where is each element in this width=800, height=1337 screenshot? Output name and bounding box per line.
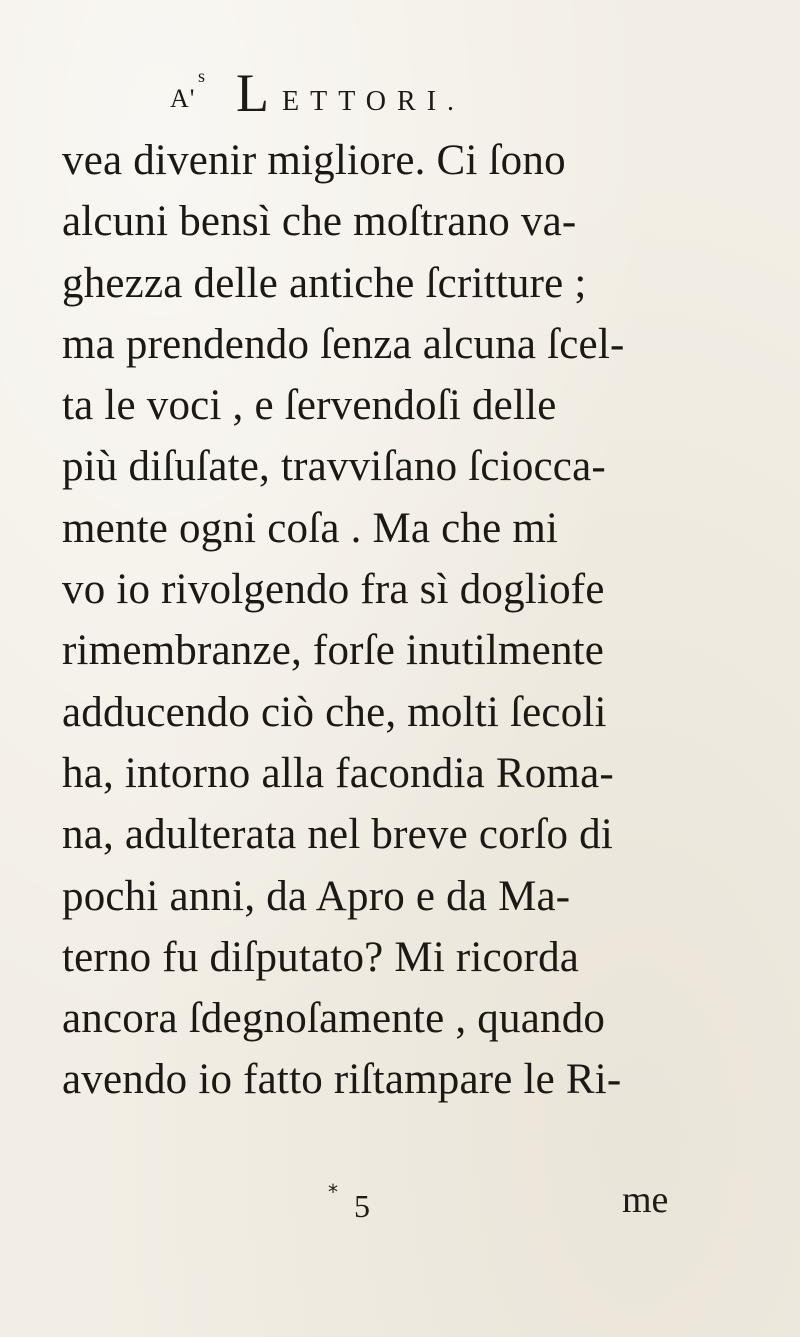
text-line: rimembranze, forſe inutilmente	[62, 627, 605, 675]
text-line: ta le voci , e ſervendoſi delle	[62, 382, 557, 430]
running-head-a: A'	[170, 84, 196, 113]
page-footer	[62, 1178, 702, 1238]
text-line: terno fu diſputato? Mi ricorda	[62, 933, 580, 981]
text-line: ancora ſdegnoſamente , quando	[62, 995, 606, 1043]
running-head-title: ETTORI.	[282, 86, 466, 117]
text-line: ha, intorno alla facondia Roma-	[62, 749, 614, 797]
running-head-initial: L	[236, 63, 269, 123]
text-line: ghezza delle antiche ſcritture ;	[62, 259, 587, 307]
running-head-superscript: s	[198, 66, 206, 86]
text-line: vo io rivolgendo fra sì dogliofe	[62, 566, 605, 614]
running-head	[170, 62, 630, 122]
text-line: pochi anni, da Apro e da Ma-	[62, 872, 571, 920]
text-line: avendo io fatto riſtampare le Ri-	[62, 1056, 622, 1104]
catchword: me	[622, 1179, 669, 1221]
text-line: mente ogni coſa . Ma che mi	[62, 504, 559, 552]
text-line: alcuni bensì che moſtrano va-	[62, 198, 577, 246]
signature-mark: 5	[354, 1188, 370, 1224]
text-line: adducendo ciò che, molti ſecoli	[62, 688, 607, 736]
text-line: più diſuſate, travviſano ſciocca-	[62, 443, 606, 491]
signature-star: *	[328, 1180, 338, 1204]
text-line: na, adulterata nel breve corſo di	[62, 811, 614, 859]
body-text	[62, 130, 752, 1111]
text-line: vea divenir migliore. Ci ſono	[62, 137, 566, 184]
text-line: ma prendendo ſenza alcuna ſcel-	[62, 320, 625, 368]
